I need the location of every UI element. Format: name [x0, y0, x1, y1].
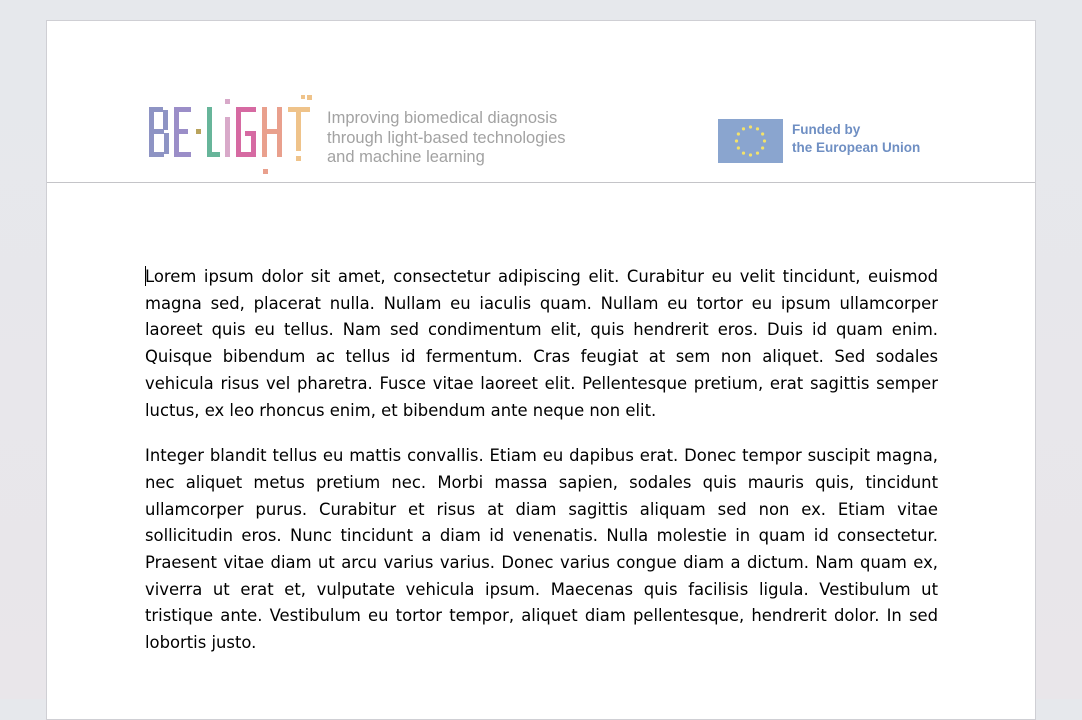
logo-letter-t — [288, 95, 312, 161]
tagline — [327, 109, 566, 168]
eu-star — [749, 153, 752, 156]
eu-star — [737, 146, 740, 149]
logo-letter-i — [225, 99, 230, 157]
logo-letter-h — [262, 107, 282, 157]
paragraph[interactable]: Integer blandit tellus eu mattis convallis. Etiam eu dapibus erat. Donec tempor suscipit magna, nec aliquet metus pretium nec. Morbi massa sapien, sodales quis mauris quis, tincidunt ullamcorper purus. Curabitur et risus at diam sagittis aliquam sed non ex. Etiam vitae sollicitudin eros. Nunc tincidunt a diam id venenatis. Nulla molestie in quam id consectetur. Praesent vitae diam ut arcu varius varius. Donec varius congue diam a dictum. Nam quam ex, viverra ut erat et, vulputate vehicula ipsum. Maecenas quis facilisis ligula. Vestibulum ut tristique ante. Vestibulum eu tortor tempor, aliquet diam pellentesque, hendrerit dolor. In sed lobortis justo. — [145, 446, 938, 653]
eu-star — [761, 132, 764, 135]
eu-star — [756, 127, 759, 130]
eu-funding-text — [792, 121, 920, 157]
eu-flag-icon — [718, 119, 783, 163]
tagline-line: Improving biomedical diagnosis — [327, 109, 558, 127]
eu-star — [735, 139, 738, 142]
eu-star — [737, 132, 740, 135]
logo-dot — [196, 129, 201, 134]
eu-star — [742, 152, 745, 155]
eu-star — [763, 139, 766, 142]
page-header — [47, 21, 1035, 183]
eu-star — [756, 152, 759, 155]
eu-funded-by: Funded by — [792, 122, 861, 137]
paragraph[interactable]: Lorem ipsum dolor sit amet, consectetur adipiscing elit. Curabitur eu velit tincidunt, euismod magna sed, placerat nulla. Nullam eu iaculis quam. Nullam eu tortor eu ipsum ullamcorper laoreet quis eu tellus. Nam sed condimentum elit, quis hendrerit eros. Duis id quam enim. Quisque bibendum ac tellus id fermentum. Cras feugiat at sem non aliquet. Sed sodales vehicula risus vel pharetra. Fusce vitae laoreet elit. Pellentesque pretium, erat sagittis semper luctus, ex leo rhoncus enim, et bibendum ante neque non elit. — [145, 267, 938, 420]
logo-letter-e — [174, 107, 191, 157]
eu-star — [749, 125, 752, 128]
document-page[interactable] — [46, 20, 1036, 720]
eu-union-name: the European Union — [792, 140, 921, 155]
logo-letter-b — [149, 107, 169, 157]
logo-letter-g — [236, 107, 256, 157]
document-body[interactable] — [145, 264, 938, 676]
tagline-line: through light-based technologies — [327, 128, 566, 147]
logo-letter-l — [207, 107, 220, 157]
belight-logo — [149, 95, 319, 177]
eu-star — [761, 146, 764, 149]
eu-star — [742, 127, 745, 130]
tagline-line: and machine learning — [327, 148, 485, 166]
